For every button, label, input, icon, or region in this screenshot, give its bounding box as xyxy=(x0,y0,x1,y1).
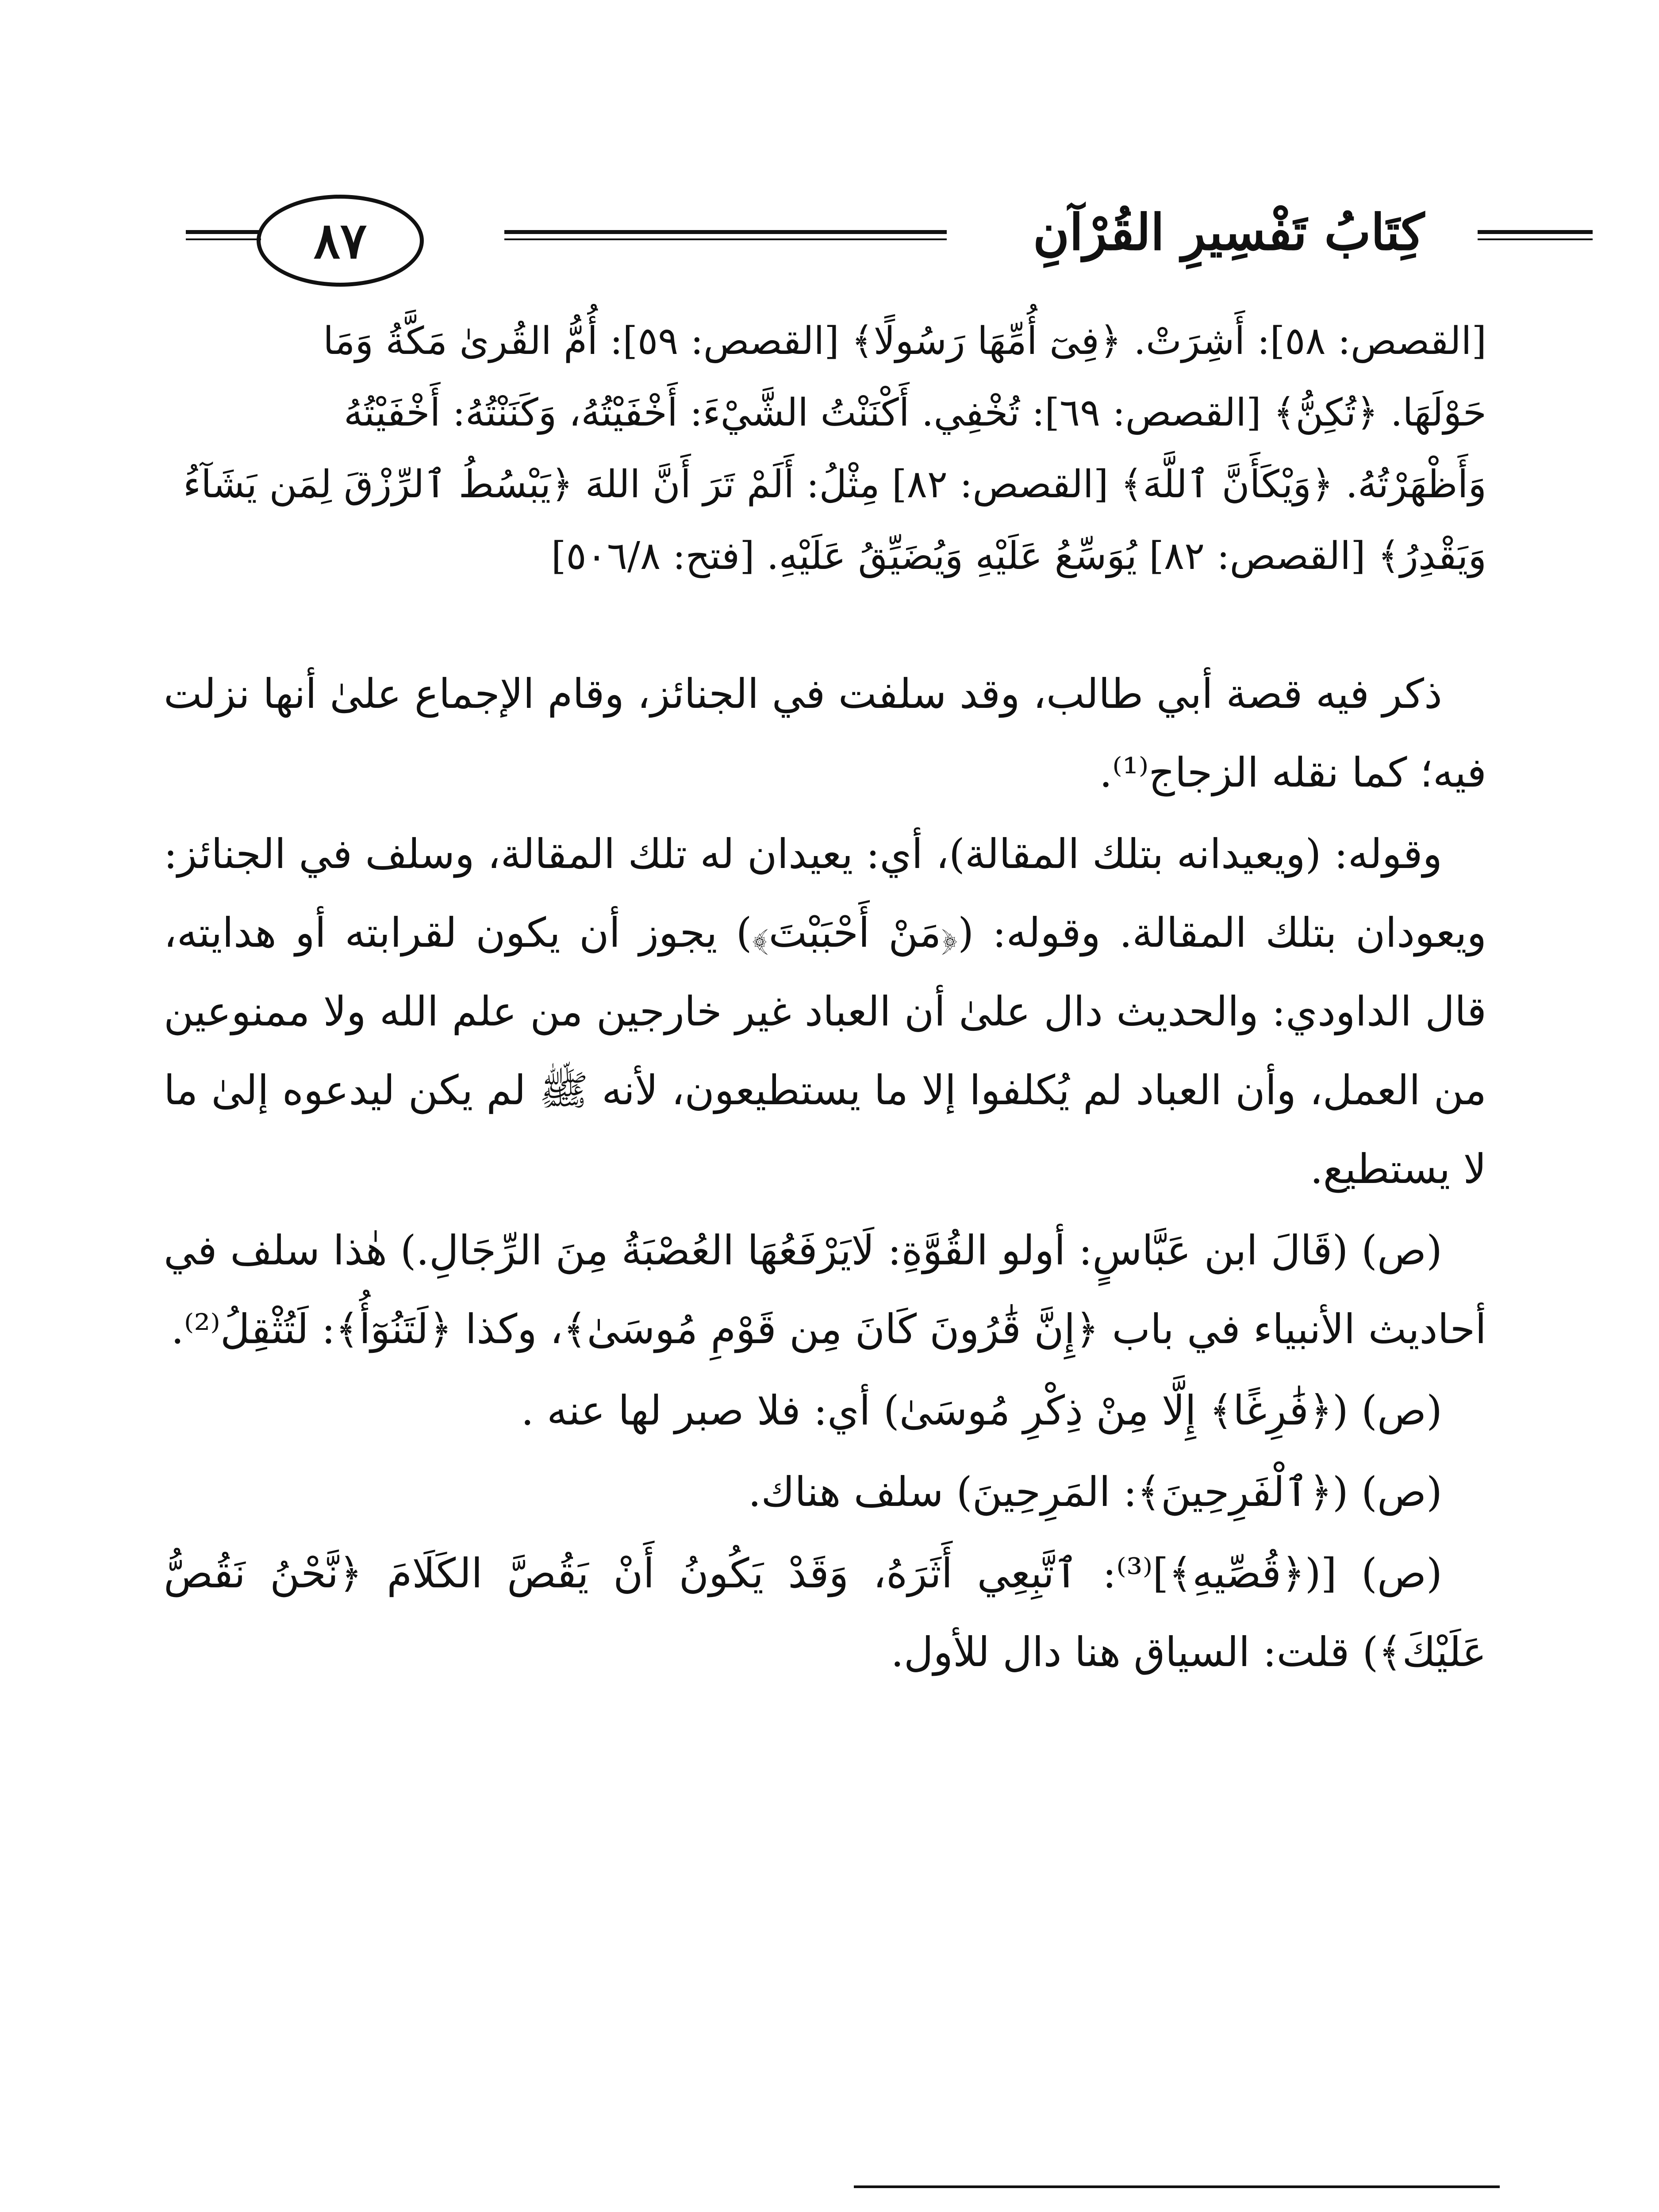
glossary-line: [القصص: ٥٨]: أَشِرَتْ. ﴿فِىٓ أُمِّهَا رَسُولًا﴾ [القصص: ٥٩]: أُمُّ القُرىٰ مَكَّةُ وَمَا xyxy=(323,319,1486,363)
glossary-block xyxy=(164,305,1486,592)
header-rule-left xyxy=(186,230,261,240)
footnote-separator xyxy=(854,2185,1500,2188)
paragraph: ذكر فيه قصة أبي طالب، وقد سلفت في الجنائز، وقام الإجماع علىٰ أنها نزلت فيه؛ كما نقله الزجاج⁽¹⁾. xyxy=(164,670,1486,796)
glossary-line: حَوْلَهَا. ﴿تُكِنُّ﴾ [القصص: ٦٩]: تُخْفِي. أَكْنَنْتُ الشَّيْءَ: أَخْفَيْتُهُ، وَكَنَنْتُهُ: أَخْفَيْتُهُ xyxy=(343,391,1486,435)
commentary-body xyxy=(164,655,1486,1694)
running-title: كِتَابُ تَفْسِيرِ القُرْآنِ xyxy=(1033,204,1425,261)
glossary-line: وَيَقْدِرُ﴾ [القصص: ٨٢] يُوَسِّعُ عَلَيْهِ وَيُضَيِّقُ عَلَيْهِ. [فتح: ٥٠٦/٨] xyxy=(551,534,1486,578)
paragraph: (ص) (﴿فَٰرِغًا﴾ إِلَّا مِنْ ذِكْرِ مُوسَىٰ) أي: فلا صبر لها عنه . xyxy=(521,1387,1442,1434)
page-number: ٨٧ xyxy=(257,195,424,287)
running-header xyxy=(186,186,1593,274)
header-rule-middle xyxy=(504,230,947,240)
paragraph: (ص) [(﴿قُصِّيهِ﴾]⁽³⁾: ٱتَّبِعِي أَثَرَهُ، وَقَدْ يَكُونُ أَنْ يَقُصَّ الكَلَامَ ﴿نَّحْنُ نَقُصُّ عَلَيْكَ﴾) قلت: السياق هنا دال للأول. xyxy=(164,1550,1486,1676)
glossary-line: وَأَظْهَرْتُهُ. ﴿وَيْكَأَنَّ ٱللَّهَ﴾ [القصص: ٨٢] مِثْلُ: أَلَمْ تَرَ أَنَّ اللهَ ﴿يَبْسُطُ ٱلرِّزْقَ لِمَن يَشَآءُ xyxy=(183,462,1486,507)
paragraph: (ص) (﴿ٱلْفَرِحِينَ﴾: المَرِحِينَ) سلف هناك. xyxy=(748,1468,1442,1516)
paragraph: وقوله: (ويعيدانه بتلك المقالة)، أي: يعيدان له تلك المقالة، وسلف في الجنائز: ويعودان بتلك المقالة. وقوله: (﴿مَنْ أَحْبَبْتَ﴾) يجوز أن يكون لقرابته أو هدايته، قال الداودي: والحديث دال علىٰ أن العباد غير خارجين من علم الله ولا ممنوعين من العمل، وأن العباد لم يُكلفوا إلا ما يستطيعون، لأنه ﷺ لم يكن ليدعوه إلىٰ ما لا يستطيع. xyxy=(164,830,1486,1193)
paragraph: (ص) (قَالَ ابن عَبَّاسٍ: أولو القُوَّةِ: لَايَرْفَعُهَا العُصْبَةُ مِنَ الرِّجَالِ.) هٰذا سلف في أحاديث الأنبياء في باب ﴿إِنَّ قَٰرُونَ كَانَ مِن قَوْمِ مُوسَىٰ﴾، وكذا ﴿لَتَنُوٓأُ﴾: لَتُثْقِلُ⁽²⁾. xyxy=(164,1227,1486,1353)
header-rule-right xyxy=(1478,230,1593,240)
